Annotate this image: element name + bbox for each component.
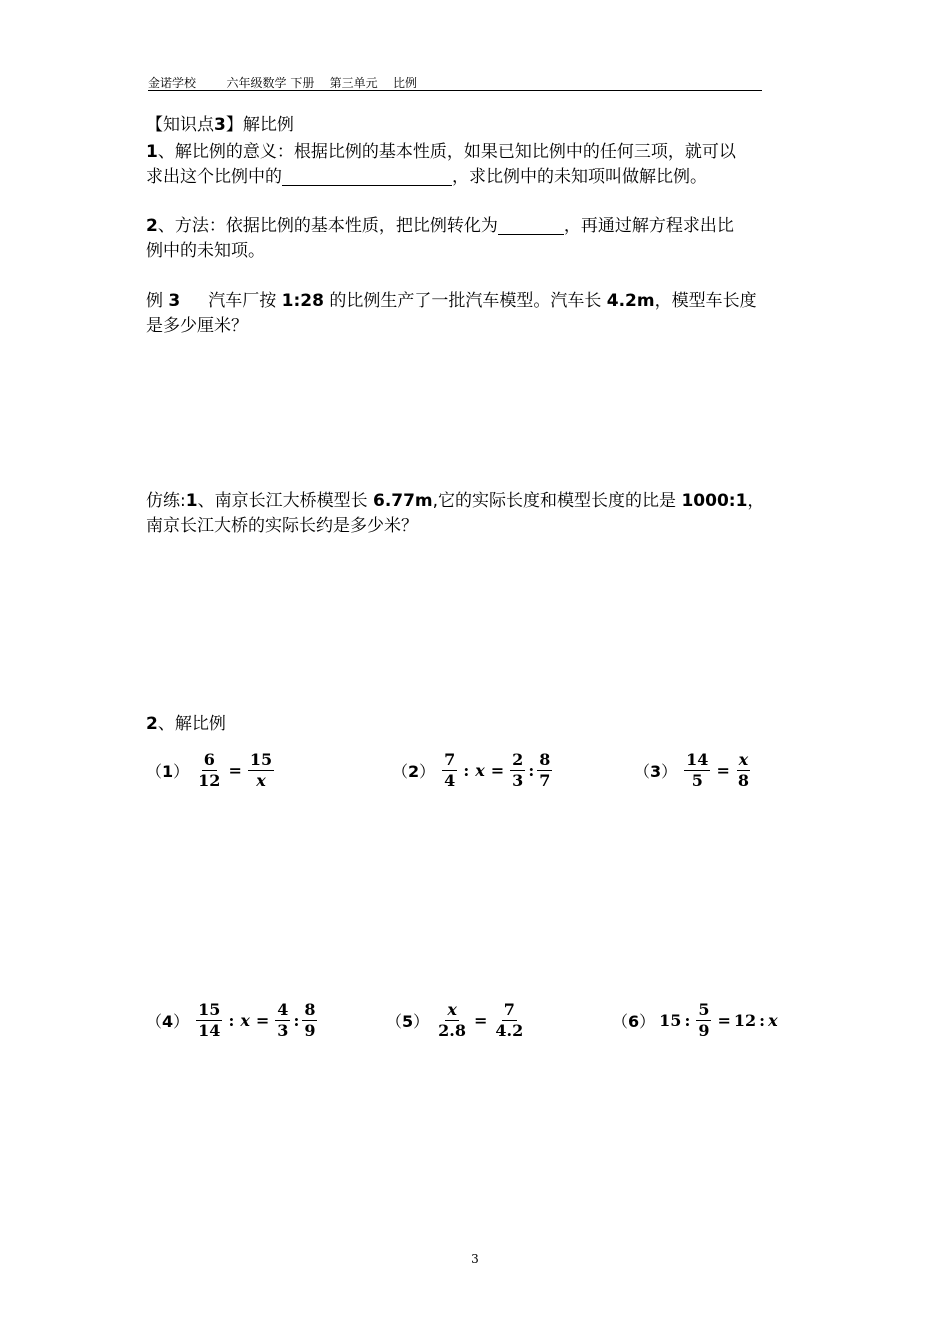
- fraction: $\frac{4}{3}$: [277, 1000, 289, 1040]
- fraction: $\frac{14}{5}$: [686, 750, 709, 790]
- section-title: 【知识点3】解比例: [146, 115, 294, 135]
- point1-line2: 求出这个比例中的 ，求比例中的未知项叫做解比例。: [146, 167, 707, 187]
- fill-blank[interactable]: [498, 216, 564, 235]
- problem-label: （5）: [386, 1012, 430, 1031]
- header-school: 金诺学校: [148, 76, 197, 90]
- fraction: $\frac{x}{8}$: [737, 750, 749, 790]
- fraction: $\frac{15}{x}$: [249, 750, 273, 790]
- point2-line1: 2、方法：依据比例的基本性质，把比例转化为 ，再通过解方程求出比: [146, 216, 734, 236]
- point2-line2: 例中的未知项。: [146, 241, 265, 261]
- practice-line2: 南京长江大桥的实际长约是多少米？: [146, 516, 418, 536]
- section2-title: 2、解比例: [146, 714, 226, 734]
- practice-line1: 仿练:1、南京长江大桥模型长 6.77m,它的实际长度和模型长度的比是 1000:1，: [146, 491, 765, 511]
- problem-label: （4）: [146, 1012, 190, 1031]
- fraction: $\frac{15}{14}$: [198, 1000, 221, 1040]
- fraction: $\frac{8}{7}$: [539, 750, 551, 790]
- point1-line1: 1、解比例的意义：根据比例的基本性质，如果已知比例中的任何三项，就可以: [146, 142, 736, 162]
- page-number: 3: [471, 1252, 479, 1266]
- header-volume: 下册: [290, 76, 315, 90]
- header-unit: 第三单元: [329, 76, 378, 90]
- problem-6: （6） 15 : $\frac{5}{9}$ = 12 : x: [612, 1000, 778, 1040]
- problem-1: （1） $\frac{6}{12}$ = $\frac{15}{x}$: [146, 750, 273, 790]
- header-grade: 六年级数学: [226, 76, 287, 90]
- problem-label: （2）: [392, 762, 436, 781]
- fraction: $\frac{8}{9}$: [304, 1000, 316, 1040]
- page-header: [148, 76, 762, 91]
- fraction: $\frac{5}{9}$: [698, 1000, 710, 1040]
- problem-4: （4） $\frac{15}{14}$ : x = $\frac{4}{3}$ : $\frac{8}{9}$: [146, 1000, 316, 1040]
- example-line1: 例 3 汽车厂按 1:28 的比例生产了一批汽车模型。汽车长 4.2m，模型车长度: [146, 291, 757, 311]
- fraction: $\frac{7}{4.2}$: [495, 1000, 524, 1040]
- fraction: $\frac{2}{3}$: [512, 750, 524, 790]
- fill-blank[interactable]: [282, 167, 452, 186]
- problem-label: （6）: [612, 1012, 656, 1031]
- fraction: $\frac{x}{2.8}$: [438, 1000, 467, 1040]
- fraction: $\frac{6}{12}$: [198, 750, 221, 790]
- header-topic: 比例: [392, 76, 417, 90]
- fraction: $\frac{7}{4}$: [444, 750, 456, 790]
- problem-2: （2） $\frac{7}{4}$ : x = $\frac{2}{3}$ : $\frac{8}{7}$: [392, 750, 551, 790]
- problem-3: （3） $\frac{14}{5}$ = $\frac{x}{8}$: [634, 750, 749, 790]
- problem-label: （1）: [146, 762, 190, 781]
- example-line2: 是多少厘米？: [146, 316, 248, 336]
- problem-5: （5） $\frac{x}{2.8}$ = $\frac{7}{4.2}$: [386, 1000, 524, 1040]
- problem-label: （3）: [634, 762, 678, 781]
